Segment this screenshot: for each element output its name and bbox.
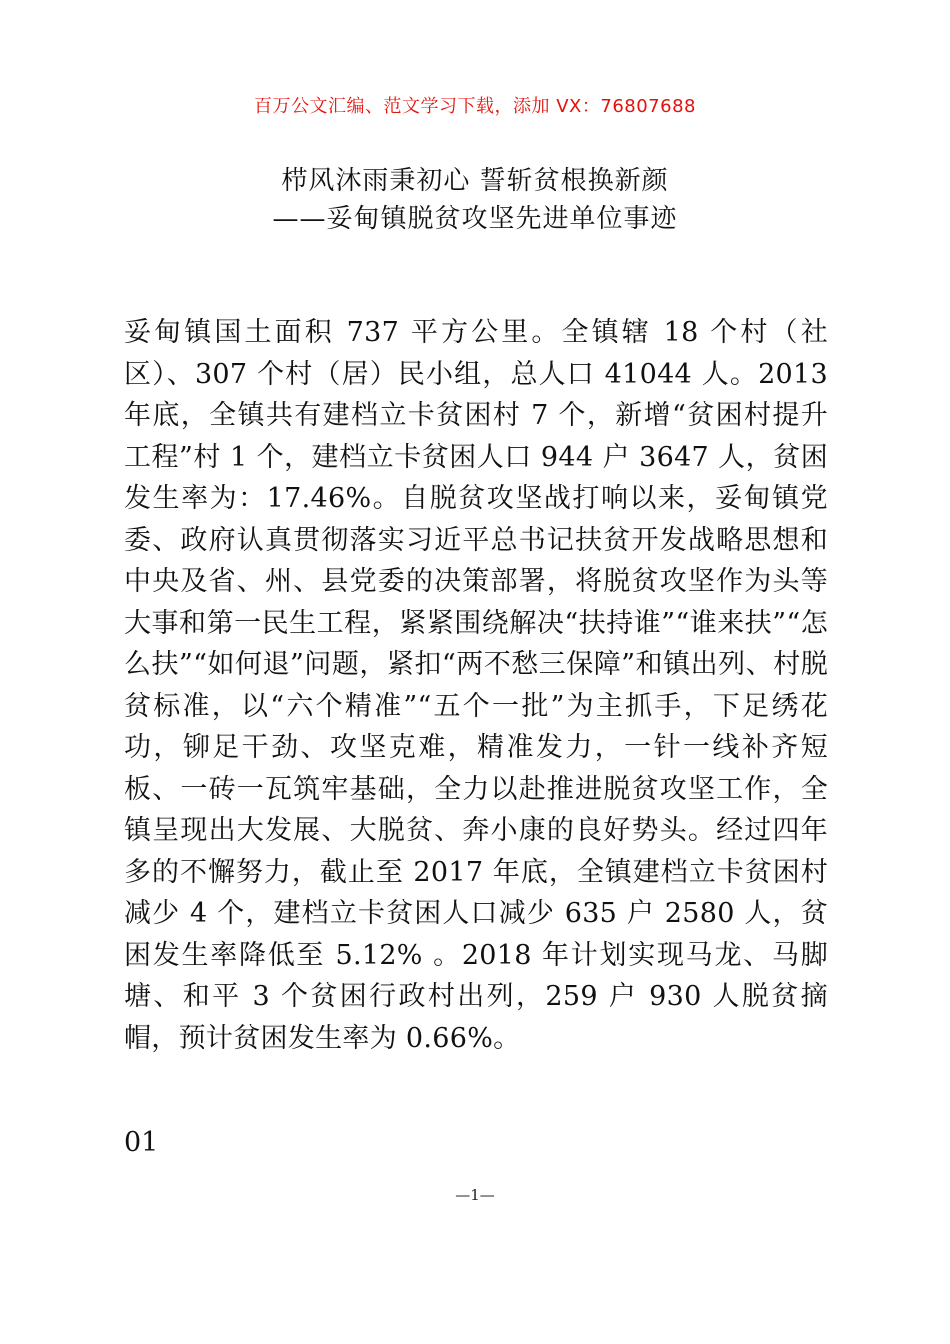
title-block <box>0 162 950 238</box>
section-number: 01 <box>124 1127 159 1158</box>
body-paragraph: 妥甸镇国土面积 737 平方公里。全镇辖 18 个村（社区）、307 个村（居）民小组，总人口 41044 人。2013 年底，全镇共有建档立卡贫困村 7 个，新增“贫困村提升工程”村 1 个，建档立卡贫困人口 944 户 3647 人，贫困发生率为：17.46%。自脱贫攻坚战打响以来，妥甸镇党委、政府认真贯彻落实习近平总书记扶贫开发战略思想和中央及省、州、县党委的决策部署，将脱贫攻坚作为头等大事和第一民生工程，紧紧围绕解决“扶持谁”“谁来扶”“怎么扶”“如何退”问题，紧扣“两不愁三保障”和镇出列、村脱贫标准，以“六个精准”“五个一批”为主抓手，下足绣花功，铆足干劲、攻坚克难，精准发力，一针一线补齐短板、一砖一瓦筑牢基础，全力以赴推进脱贫攻坚工作，全镇呈现出大发展、大脱贫、奔小康的良好势头。经过四年多的不懈努力，截止至 2017 年底，全镇建档立卡贫困村减少 4 个，建档立卡贫困人口减少 635 户 2580 人，贫困发生率降低至 5.12% 。2018 年计划实现马龙、马脚塘、和平 3 个贫困行政村出列，259 户 930 人脱贫摘帽，预计贫困发生率为 0.66%。 <box>124 317 828 1054</box>
document-title: 栉风沐雨秉初心 誓斩贫根换新颜 <box>281 166 669 196</box>
header-promo-note: 百万公文汇编、范文学习下载，添加 VX：76807688 <box>254 96 696 117</box>
document-subtitle: ——妥甸镇脱贫攻坚先进单位事迹 <box>272 204 678 234</box>
page-number: —1— <box>455 1186 495 1204</box>
